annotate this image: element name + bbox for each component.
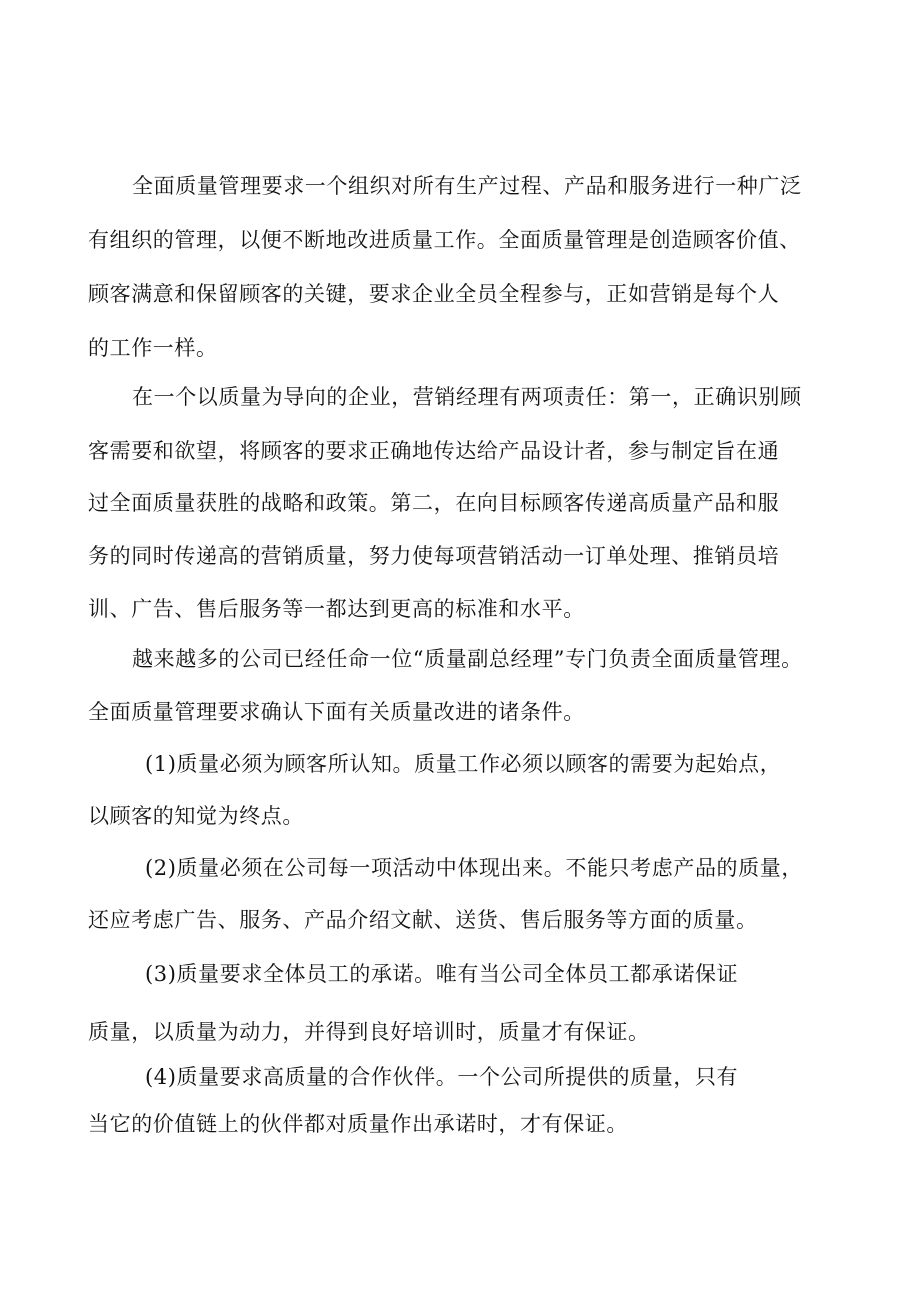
condition-2-line-1: (2)质量必须在公司每一项活动中体现出来。不能只考虑产品的质量， — [145, 856, 803, 880]
paragraph-1-line-3: 顾客满意和保留顾客的关键，要求企业全员全程参与，正如营销是每个人 — [88, 282, 780, 306]
condition-1-line-2: 以顾客的知觉为终点。 — [88, 804, 304, 828]
paragraph-2-line-2: 客需要和欲望，将顾客的要求正确地传达给产品设计者，参与制定旨在通 — [88, 439, 780, 463]
paragraph-3-line-1: 越来越多的公司已经任命一位“质量副总经理”专门负责全面质量管理。 — [132, 647, 803, 671]
paragraph-3-line-2: 全面质量管理要求确认下面有关质量改进的诸条件。 — [88, 700, 585, 724]
paragraph-2-line-5: 训、广告、售后服务等一都达到更高的标准和水平。 — [88, 597, 585, 621]
paragraph-1-line-2: 有组织的管理，以便不断地改进质量工作。全面质量管理是创造顾客价值、 — [88, 228, 801, 252]
condition-3-line-1: (3)质量要求全体员工的承诺。唯有当公司全体员工都承诺保证 — [145, 962, 739, 986]
condition-2-line-2: 还应考虑广告、服务、产品介绍文献、送货、售后服务等方面的质量。 — [88, 908, 758, 932]
condition-1-line-1: (1)质量必须为顾客所认知。质量工作必须以顾客的需要为起始点， — [145, 752, 782, 776]
condition-3-line-2: 质量，以质量为动力，并得到良好培训时，质量才有保证。 — [88, 1020, 650, 1044]
paragraph-1-line-1: 全面质量管理要求一个组织对所有生产过程、产品和服务进行一种广泛 — [132, 174, 802, 198]
paragraph-2-line-1: 在一个以质量为导向的企业，营销经理有两项责任：第一，正确识别顾 — [132, 385, 802, 409]
condition-4-line-1: (4)质量要求高质量的合作伙伴。一个公司所提供的质量，只有 — [145, 1065, 739, 1089]
paragraph-1-line-4: 的工作一样。 — [88, 336, 218, 360]
condition-4-line-2: 当它的价值链上的伙伴都对质量作出承诺时，才有保证。 — [88, 1112, 628, 1136]
paragraph-2-line-3: 过全面质量获胜的战略和政策。第二，在向目标顾客传递高质量产品和服 — [88, 491, 780, 515]
paragraph-2-line-4: 务的同时传递高的营销质量，努力使每项营销活动一订单处理、推销员培 — [88, 544, 780, 568]
